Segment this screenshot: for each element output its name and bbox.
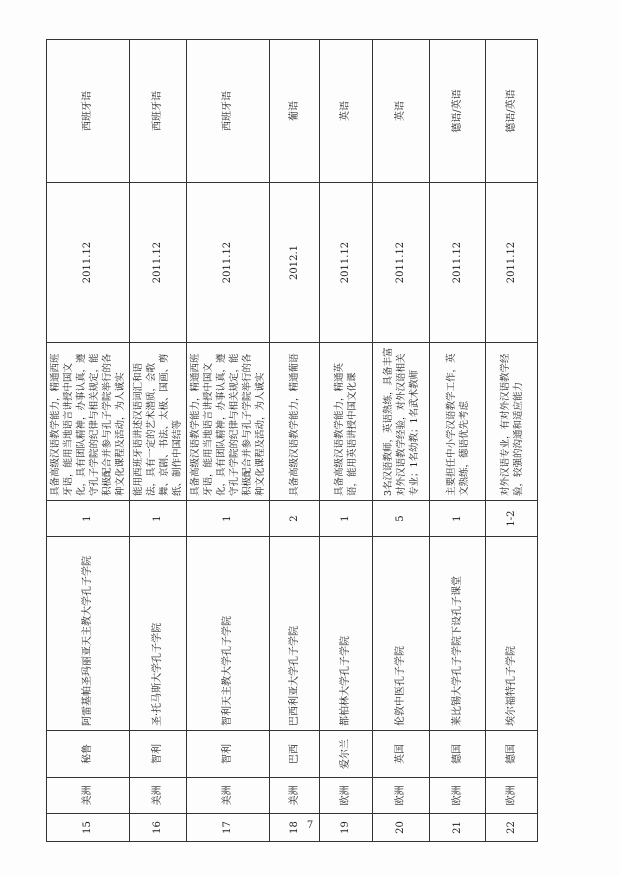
- region-cell: 美洲: [47, 778, 130, 814]
- count-cell: 1-2: [486, 501, 538, 537]
- table-row: [187, 40, 270, 842]
- language-cell: 葡语: [270, 40, 320, 183]
- institute-cell: 巴西利亚大学孔子学院: [270, 537, 320, 731]
- date-cell: 2011.12: [373, 183, 430, 343]
- count-cell: 2: [270, 501, 320, 537]
- requirement-cell: 具备高级汉语教学能力，精通西班牙语，能用当地语言讲授中国文化，具有团队精神，办事认真，遵守孔子学院的纪律与相关规定，能积极配合并参与孔子学院举行的各种文化课程及活动，为人诚实: [187, 343, 270, 501]
- row-number: 21: [430, 814, 486, 842]
- count-cell: 1: [430, 501, 486, 537]
- country-cell: 智利: [130, 731, 187, 778]
- row-number: 18: [270, 814, 320, 842]
- date-cell: 2011.12: [47, 183, 130, 343]
- date-cell: 2011.12: [430, 183, 486, 343]
- count-cell: 1: [47, 501, 130, 537]
- row-number: 22: [486, 814, 538, 842]
- institute-cell: 智利天主教大学孔子学院: [187, 537, 270, 731]
- institute-cell: 阿雷基帕圣玛丽亚天主教大学孔子学院: [47, 537, 130, 731]
- row-number: 20: [373, 814, 430, 842]
- count-cell: 1: [187, 501, 270, 537]
- table-row: [373, 40, 430, 842]
- country-cell: 德国: [430, 731, 486, 778]
- row-number: 17: [187, 814, 270, 842]
- date-cell: 2011.12: [320, 183, 373, 343]
- date-cell: 2012.1: [270, 183, 320, 343]
- requirement-cell: 3名汉语教师，英语熟练，具备丰富对外汉语教学经验，对外汉语相关专业；1名幼教；1名武术教师: [373, 343, 430, 501]
- count-cell: 1: [130, 501, 187, 537]
- region-cell: 美洲: [187, 778, 270, 814]
- institute-cell: 圣·托马斯大学孔子学院: [130, 537, 187, 731]
- language-cell: 英语: [320, 40, 373, 183]
- institute-cell: 都柏林大学孔子学院: [320, 537, 373, 731]
- region-cell: 欧洲: [430, 778, 486, 814]
- rotated-table-wrapper: [46, 40, 536, 842]
- count-cell: 1: [320, 501, 373, 537]
- country-cell: 巴西: [270, 731, 320, 778]
- requirement-cell: 具备高级汉语教学能力，精通英语，能用英语讲授中国文化课: [320, 343, 373, 501]
- table-row: [320, 40, 373, 842]
- country-cell: 德国: [486, 731, 538, 778]
- table-row: [47, 40, 130, 842]
- language-cell: 西班牙语: [187, 40, 270, 183]
- row-number: 16: [130, 814, 187, 842]
- language-cell: 西班牙语: [47, 40, 130, 183]
- date-cell: 2011.12: [486, 183, 538, 343]
- institute-cell: 埃尔福特孔子学院: [486, 537, 538, 731]
- region-cell: 欧洲: [486, 778, 538, 814]
- requirement-cell: 具备高级汉语教学能力，精通西班牙语，能用当地语言讲授中国文化，具有团队精神，办事认真，遵守孔子学院的纪律与相关规定，能积极配合并参与孔子学院举行的各种文化课程及活动，为人诚实: [47, 343, 130, 501]
- date-cell: 2011.12: [130, 183, 187, 343]
- country-cell: 智利: [187, 731, 270, 778]
- region-cell: 欧洲: [373, 778, 430, 814]
- country-cell: 爱尔兰: [320, 731, 373, 778]
- requirement-cell: 主要担任中小学汉语教学工作，英文熟练，德语优先考虑: [430, 343, 486, 501]
- language-cell: 德语/英语: [430, 40, 486, 183]
- table-row: [430, 40, 486, 842]
- date-cell: 2011.12: [187, 183, 270, 343]
- table-body: [47, 40, 538, 842]
- table-row: [486, 40, 538, 842]
- region-cell: 美洲: [130, 778, 187, 814]
- table-row: [130, 40, 187, 842]
- language-cell: 西班牙语: [130, 40, 187, 183]
- table-row: [270, 40, 320, 842]
- country-cell: 英国: [373, 731, 430, 778]
- language-cell: 德语/英语: [486, 40, 538, 183]
- requirement-cell: 能用西班牙语讲述汉语词汇和语法，具有一定的艺术潜质，会歌舞、京剧、书法、太极、国画、剪纸、制作中国结等: [130, 343, 187, 501]
- requirement-cell: 具备高级汉语教学能力，精通葡语: [270, 343, 320, 501]
- language-cell: 英语: [373, 40, 430, 183]
- region-cell: 美洲: [270, 778, 320, 814]
- posting-table: [46, 39, 538, 842]
- region-cell: 欧洲: [320, 778, 373, 814]
- row-number: 15: [47, 814, 130, 842]
- row-number: 19: [320, 814, 373, 842]
- institute-cell: 莱比锡大学孔子学院下设孔子课堂: [430, 537, 486, 731]
- page-number: 7: [306, 820, 314, 831]
- count-cell: 5: [373, 501, 430, 537]
- country-cell: 秘鲁: [47, 731, 130, 778]
- requirement-cell: 对外汉语专业，有对外汉语教学经验，较强的沟通和适应能力: [486, 343, 538, 501]
- institute-cell: 伦敦中医孔子学院: [373, 537, 430, 731]
